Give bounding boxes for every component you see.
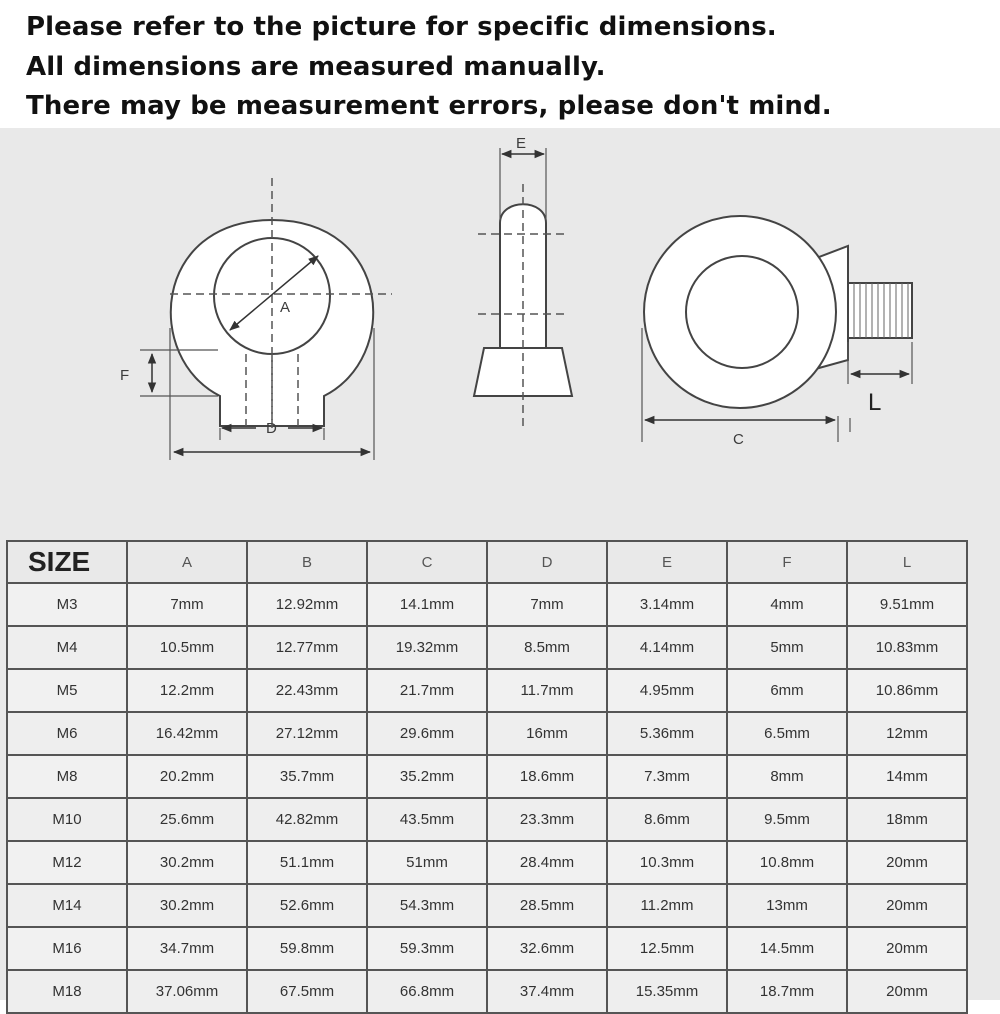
dimension-cell: 20mm: [847, 841, 967, 884]
dimension-cell: 6mm: [727, 669, 847, 712]
column-header-c: C: [367, 541, 487, 583]
header-line-3: There may be measurement errors, please don't mind.: [26, 91, 832, 121]
dimension-cell: 59.8mm: [247, 927, 367, 970]
dimension-cell: 10.83mm: [847, 626, 967, 669]
dimension-cell: 20mm: [847, 927, 967, 970]
dimension-cell: 14.1mm: [367, 583, 487, 626]
label-l: L: [868, 389, 882, 416]
dimension-cell: 51mm: [367, 841, 487, 884]
dimension-cell: 10.5mm: [127, 626, 247, 669]
dimension-cell: 27.12mm: [247, 712, 367, 755]
dimension-cell: 18.6mm: [487, 755, 607, 798]
label-e: E: [516, 135, 527, 152]
dimension-cell: 35.7mm: [247, 755, 367, 798]
dimension-cell: 5.36mm: [607, 712, 727, 755]
size-cell: M6: [7, 712, 127, 755]
dimension-cell: 12.5mm: [607, 927, 727, 970]
dimension-cell: 10.8mm: [727, 841, 847, 884]
size-cell: M16: [7, 927, 127, 970]
label-f: F: [120, 367, 130, 384]
dimension-cell: 37.06mm: [127, 970, 247, 1013]
size-cell: M3: [7, 583, 127, 626]
dimension-cell: 11.2mm: [607, 884, 727, 927]
column-header-size: SIZE: [7, 541, 127, 583]
dimension-cell: 54.3mm: [367, 884, 487, 927]
eye-nut-technical-drawing: [0, 128, 1000, 528]
dimension-cell: 3.14mm: [607, 583, 727, 626]
dimension-cell: 14mm: [847, 755, 967, 798]
label-a: A: [280, 299, 291, 316]
dimension-cell: 9.51mm: [847, 583, 967, 626]
dimension-cell: 18mm: [847, 798, 967, 841]
dimension-cell: 30.2mm: [127, 841, 247, 884]
size-cell: M10: [7, 798, 127, 841]
column-header-f: F: [727, 541, 847, 583]
size-spec-table: [6, 540, 968, 1014]
dimension-cell: 12.2mm: [127, 669, 247, 712]
dimension-cell: 32.6mm: [487, 927, 607, 970]
dimension-cell: 29.6mm: [367, 712, 487, 755]
column-header-e: E: [607, 541, 727, 583]
dimension-cell: 9.5mm: [727, 798, 847, 841]
table-row: [7, 841, 967, 884]
dimension-cell: 20mm: [847, 884, 967, 927]
dimension-cell: 21.7mm: [367, 669, 487, 712]
dimension-cell: 42.82mm: [247, 798, 367, 841]
dimension-cell: 8mm: [727, 755, 847, 798]
dimension-cell: 67.5mm: [247, 970, 367, 1013]
dimension-cell: 13mm: [727, 884, 847, 927]
dimension-cell: 8.6mm: [607, 798, 727, 841]
dimension-cell: 4mm: [727, 583, 847, 626]
table-row: [7, 669, 967, 712]
dimension-cell: 30.2mm: [127, 884, 247, 927]
column-header-d: D: [487, 541, 607, 583]
dimension-cell: 12mm: [847, 712, 967, 755]
dimension-cell: 35.2mm: [367, 755, 487, 798]
dimension-cell: 19.32mm: [367, 626, 487, 669]
dimension-cell: 7mm: [487, 583, 607, 626]
dimension-cell: 18.7mm: [727, 970, 847, 1013]
dimension-cell: 7mm: [127, 583, 247, 626]
size-cell: M12: [7, 841, 127, 884]
size-cell: M5: [7, 669, 127, 712]
size-cell: M18: [7, 970, 127, 1013]
table-row: [7, 798, 967, 841]
column-header-a: A: [127, 541, 247, 583]
dimension-cell: 66.8mm: [367, 970, 487, 1013]
table-row: [7, 884, 967, 927]
dimension-cell: 34.7mm: [127, 927, 247, 970]
label-c: C: [733, 431, 744, 448]
dimension-cell: 16.42mm: [127, 712, 247, 755]
dimension-cell: 14.5mm: [727, 927, 847, 970]
column-header-l: L: [847, 541, 967, 583]
table-body: [7, 583, 967, 1013]
dimension-cell: 22.43mm: [247, 669, 367, 712]
dimension-cell: 7.3mm: [607, 755, 727, 798]
dimension-cell: 20.2mm: [127, 755, 247, 798]
header-line-2: All dimensions are measured manually.: [26, 52, 606, 82]
dimension-cell: 20mm: [847, 970, 967, 1013]
table-row: [7, 583, 967, 626]
dimension-cell: 5mm: [727, 626, 847, 669]
dimension-cell: 12.92mm: [247, 583, 367, 626]
dimension-cell: 10.86mm: [847, 669, 967, 712]
header-line-1: Please refer to the picture for specific dimensions.: [26, 12, 777, 42]
dimension-cell: 59.3mm: [367, 927, 487, 970]
side-view: [474, 148, 572, 430]
table-row: [7, 712, 967, 755]
table-row: [7, 927, 967, 970]
table-row: [7, 970, 967, 1013]
dimension-cell: 4.14mm: [607, 626, 727, 669]
size-cell: M8: [7, 755, 127, 798]
dimension-cell: 28.5mm: [487, 884, 607, 927]
table-row: [7, 626, 967, 669]
front-view: [140, 178, 392, 460]
size-cell: M14: [7, 884, 127, 927]
column-header-b: B: [247, 541, 367, 583]
header-banner: [0, 0, 1000, 128]
label-d: D: [266, 420, 277, 437]
table-row: [7, 755, 967, 798]
dimension-cell: 43.5mm: [367, 798, 487, 841]
dimension-cell: 11.7mm: [487, 669, 607, 712]
dimension-cell: 25.6mm: [127, 798, 247, 841]
dimension-cell: 28.4mm: [487, 841, 607, 884]
dimension-cell: 8.5mm: [487, 626, 607, 669]
dimension-cell: 10.3mm: [607, 841, 727, 884]
dimension-cell: 37.4mm: [487, 970, 607, 1013]
size-cell: M4: [7, 626, 127, 669]
threaded-eye-hole: [686, 256, 798, 368]
dimension-cell: 12.77mm: [247, 626, 367, 669]
dimension-cell: 52.6mm: [247, 884, 367, 927]
dimension-cell: 23.3mm: [487, 798, 607, 841]
dimension-cell: 4.95mm: [607, 669, 727, 712]
dimension-cell: 51.1mm: [247, 841, 367, 884]
dimension-cell: 6.5mm: [727, 712, 847, 755]
table-header-row: [7, 541, 967, 583]
dimension-cell: 15.35mm: [607, 970, 727, 1013]
dimension-cell: 16mm: [487, 712, 607, 755]
